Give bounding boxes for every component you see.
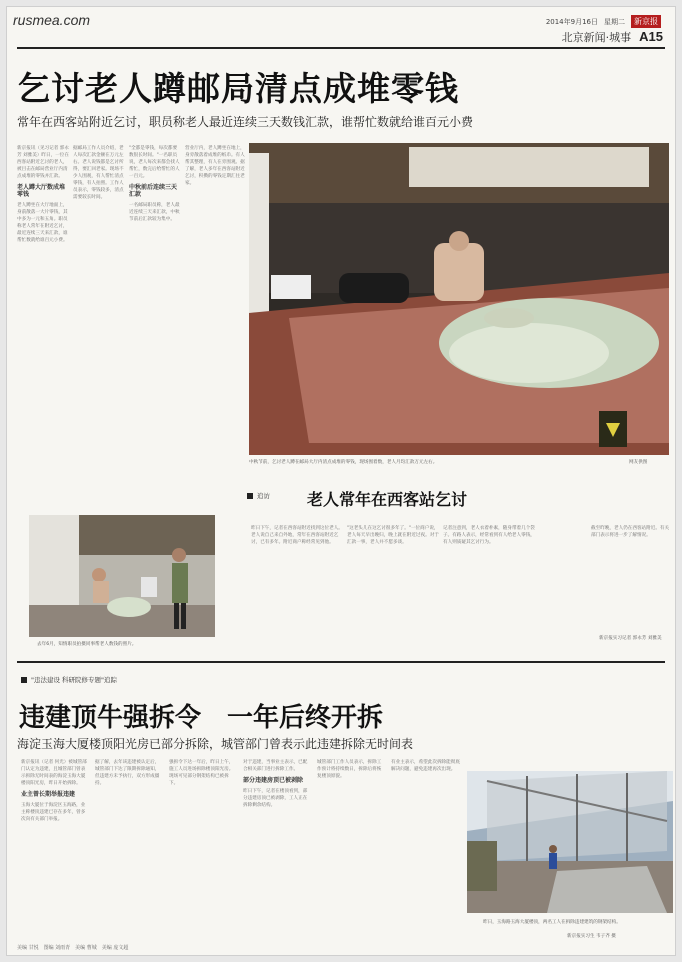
story2-photo — [467, 771, 673, 913]
sidebar-byline: 新京报实习记者 郭永芳 刘雅美 — [599, 636, 662, 641]
story2-kicker-label: "违法建设 科研院修专题"追踪 — [31, 676, 118, 684]
text-block: 昨日下午，记者在西客站附近找到这位老人。老人说自己来自外地，常年在西客站附近乞讨，已有多年。附近商户称经常见到他。 — [251, 526, 343, 545]
story2-column-1 — [21, 759, 89, 939]
story2-kicker — [21, 675, 117, 684]
story2-column-2 — [95, 759, 163, 939]
text-block: "全都是零钱，每次都要数很长时间。"一名职员说，老人每次来都会找人帮忙，数完后给帮忙的人一百元。 — [129, 146, 180, 179]
sidebar-column-3 — [443, 525, 535, 643]
sidebar-headline: 老人常年在西客站乞讨 — [307, 490, 468, 509]
story1-column-2 — [73, 145, 125, 485]
square-bullet-icon — [247, 493, 253, 499]
page-number: A15 — [639, 29, 663, 44]
masthead-logo: 新京报 — [631, 15, 661, 28]
story1-inline-subtitle-2: 中秋前后连续三天汇款 — [129, 184, 178, 198]
story2-photo-caption: 昨日，玉海路玉海大厦楼顶，两名工人在拆除违建建筑的钢架结构。 — [483, 920, 621, 925]
text-block: 新京报讯（记者 何光）被城管部门认定为违建，且城管部门曾表示拆除无时间表的海淀玉海大厦楼顶阳光房，昨日开始拆除。 — [21, 760, 87, 786]
story1-inline-subtitle-1: 老人蹲大厅数成堆零钱 — [17, 184, 66, 198]
text-block: 据了解，去年该违建被认定后，城管部门下达了限期拆除通知，但违建方未予执行，双方形成僵持。 — [95, 760, 160, 786]
story1-headline: 乞讨老人蹲邮局清点成堆零钱 — [17, 69, 459, 108]
sidebar-photo — [29, 515, 215, 637]
story2-inline-subtitle-2: 部分违建房顶已被剥除 — [243, 777, 304, 784]
story1-column-4 — [185, 145, 247, 485]
text-block: 营业厅内，老人蹲坐在地上，身旁散落着成堆的纸币。有人帮其整理，有人在旁围观。据了解，老人多年在西客站附近乞讨，积攒的零钱定期汇往老家。 — [185, 146, 245, 186]
story2-column-3 — [169, 759, 237, 939]
story1-photo-credit: 网友供图 — [629, 460, 648, 465]
text-block: 对于违建，当事业主表示，已配合相关部门进行拆除工作。 — [243, 760, 308, 772]
section-name: 北京新闻·城事 — [561, 31, 632, 44]
text-block: 城管部门工作人员表示，拆除工作预计将持续数日，拆除后将恢复楼顶原貌。 — [317, 760, 382, 779]
footer-credits: 美编 甘悦 图编 刘雨青 美编 曹城 美编 庞文超 — [17, 945, 129, 951]
sidebar-kicker — [247, 491, 270, 500]
story1-column-3 — [129, 145, 181, 485]
text-block: 老人蹲坐在大厅地面上，身前散落一大片零钱，其中多为一元和五角。职员称老人常年在附近乞讨，最近连续三天来汇款，谁帮忙数就给谁百元小费。 — [17, 203, 68, 243]
story2-subhead: 海淀玉海大厦楼顶阳光房已部分拆除，城管部门曾表示此违建拆除无时间表 — [17, 737, 414, 751]
text-block: 一名邮局职员称，老人最近连续三天来汇款，中秋节前后汇款较为集中。 — [129, 203, 180, 222]
helpers-counting-photo — [29, 515, 215, 637]
text-block: 记者注意到，老人衣着朴素，随身带着几个袋子。有路人表示，经常看到有人给老人零钱，有人则质疑其乞讨行为。 — [443, 526, 535, 545]
sidebar-kicker-label: 追访 — [257, 492, 270, 500]
date: 2014年9月16日 — [545, 17, 598, 26]
dateline — [546, 15, 661, 28]
text-block: 强拆令下达一年后，昨日上午，施工人员进场拆除楼顶阳光房。现场可见部分钢架结构已被拆下。 — [169, 760, 234, 786]
story2-column-4 — [243, 759, 311, 939]
sidebar-column-4 — [591, 525, 671, 633]
top-rule — [17, 47, 665, 49]
story1-subhead: 常年在西客站附近乞讨，职员称老人最近连续三天数钱汇款，谁帮忙数就给谁百元小费 — [17, 115, 474, 129]
watermark: rusmea.com — [13, 12, 91, 28]
story2-column-6 — [391, 759, 461, 939]
text-block: 昨日下午，记者在楼顶看到，部分违建房顶已被剥除，工人正在拆除剩余结构。 — [243, 789, 308, 808]
text-block: 有业主表示，希望此次拆除能彻底解决问题，避免违建再次出现。 — [391, 760, 460, 772]
text-block: 新京报讯（见习记者 郭永芳 刘雅美）昨日，一位在西客站附近乞讨的老人，被目击在邮局营业厅内清点成堆的零钱并汇款。 — [17, 146, 69, 179]
text-block: 据邮局工作人员介绍，老人每次汇款金额在万元左右。老人说钱都是乞讨所得，要汇回老家。现场不少人围观，有人帮忙清点零钱，有人拍照。工作人员表示，零钱较多，清点需要较长时间。 — [73, 146, 124, 200]
weekday: 星期二 — [604, 17, 625, 26]
text-block: "这老头儿在这乞讨很多年了。"一位商户说，老人每天早出晚归，晚上就在附近过夜。对于汇款一事，老人并不愿多谈。 — [347, 526, 439, 545]
story1-photo-caption: 中秋节前，乞讨老人蹲在邮局大厅内清点成堆的零钱，现场围着数，老人月均汇款万元左右。 — [249, 460, 438, 465]
sidebar-column-1 — [251, 525, 343, 643]
section-header — [562, 29, 663, 45]
story1-column-1 — [17, 145, 69, 485]
story2-column-5 — [317, 759, 385, 939]
square-bullet-icon — [21, 677, 27, 683]
rooftop-demolition-photo — [467, 771, 673, 913]
story2-inline-subtitle-1: 业主曾长期举报违建 — [21, 791, 76, 798]
newspaper-page — [6, 6, 676, 956]
story2-photo-credit: 新京报实习生 韦子齐 摄 — [567, 934, 616, 939]
sidebar-photo-caption: 去年6月，知情职员拍摄同事帮老人数钱的照片。 — [37, 642, 137, 647]
text-block: 玉海大厦位于海淀区玉海路，业主称楼顶违建已存在多年，曾多次向有关部门举报。 — [21, 803, 86, 822]
story2-headline: 违建顶牛强拆令 一年后终开拆 — [19, 703, 384, 733]
section-divider — [17, 661, 665, 663]
story1-photo — [249, 143, 669, 455]
text-block: 截至昨晚，老人仍在西客站附近。有关部门表示将进一步了解情况。 — [591, 526, 670, 538]
beggar-counting-money-photo — [249, 143, 669, 455]
sidebar-column-2 — [347, 525, 439, 643]
